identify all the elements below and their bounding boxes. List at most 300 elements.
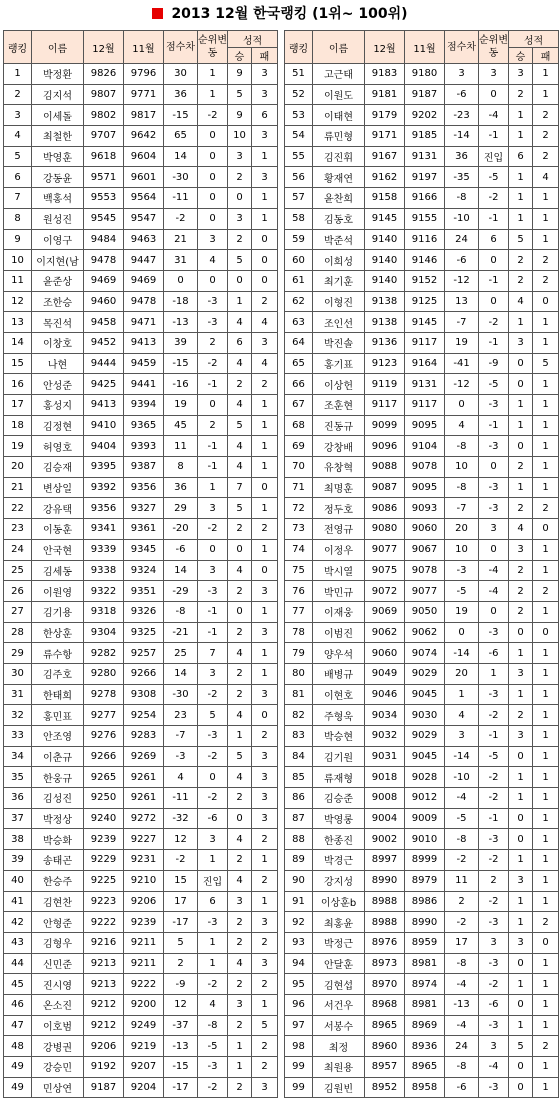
cell-loss: 3 <box>252 808 278 829</box>
cell-loss: 1 <box>533 850 559 871</box>
cell-score-diff: 8 <box>164 457 198 478</box>
cell-score-diff: -8 <box>445 829 479 850</box>
cell-name: 이창호 <box>32 332 84 353</box>
cell-name: 박준석 <box>313 229 365 250</box>
cell-loss: 1 <box>252 994 278 1015</box>
cell-december: 8960 <box>365 1036 405 1057</box>
cell-name: 강유택 <box>32 498 84 519</box>
cell-win: 1 <box>228 1057 252 1078</box>
cell-win: 5 <box>228 250 252 271</box>
cell-rank: 75 <box>285 560 313 581</box>
table-row <box>4 519 278 540</box>
cell-rank-change: 3 <box>479 64 509 85</box>
header-record: 성적 <box>228 31 278 48</box>
cell-score-diff: 17 <box>164 891 198 912</box>
cell-rank: 29 <box>4 643 32 664</box>
cell-name: 김원빈 <box>313 1077 365 1098</box>
cell-december: 9140 <box>365 250 405 271</box>
cell-name: 신민준 <box>32 953 84 974</box>
cell-november: 9459 <box>124 353 164 374</box>
cell-loss: 3 <box>252 767 278 788</box>
cell-win: 0 <box>509 994 533 1015</box>
table-row <box>4 477 278 498</box>
cell-win: 1 <box>509 415 533 436</box>
cell-rank: 46 <box>4 994 32 1015</box>
cell-december: 9240 <box>84 808 124 829</box>
cell-win: 2 <box>228 374 252 395</box>
cell-december: 9136 <box>365 332 405 353</box>
cell-loss: 1 <box>533 457 559 478</box>
cell-score-diff: 29 <box>164 498 198 519</box>
cell-december: 9225 <box>84 870 124 891</box>
table-row <box>4 332 278 353</box>
cell-november: 8986 <box>405 891 445 912</box>
cell-december: 9469 <box>84 270 124 291</box>
cell-november: 8965 <box>405 1057 445 1078</box>
cell-name: 홍성지 <box>32 395 84 416</box>
cell-rank: 86 <box>285 788 313 809</box>
cell-rank: 76 <box>285 581 313 602</box>
cell-score-diff: 4 <box>445 705 479 726</box>
cell-win: 2 <box>509 705 533 726</box>
table-row <box>285 932 559 953</box>
cell-rank: 96 <box>285 994 313 1015</box>
cell-rank: 32 <box>4 705 32 726</box>
cell-loss: 0 <box>252 560 278 581</box>
cell-november: 9478 <box>124 291 164 312</box>
cell-rank-change: -3 <box>479 477 509 498</box>
header-rank-change: 순위변동 <box>198 31 228 64</box>
table-row <box>4 643 278 664</box>
cell-december: 9171 <box>365 126 405 147</box>
header-rank: 랭킹 <box>285 31 313 64</box>
cell-rank: 56 <box>285 167 313 188</box>
cell-score-diff: -8 <box>445 477 479 498</box>
cell-november: 9078 <box>405 560 445 581</box>
cell-december: 9278 <box>84 684 124 705</box>
cell-win: 2 <box>228 581 252 602</box>
cell-december: 9031 <box>365 746 405 767</box>
cell-loss: 1 <box>533 829 559 850</box>
cell-name: 김성진 <box>32 788 84 809</box>
cell-win: 3 <box>509 332 533 353</box>
cell-december: 9213 <box>84 974 124 995</box>
cell-name: 이희성 <box>313 250 365 271</box>
cell-loss: 1 <box>252 601 278 622</box>
cell-rank-change: 3 <box>198 229 228 250</box>
page-title <box>0 0 560 26</box>
cell-loss: 1 <box>252 850 278 871</box>
cell-loss: 0 <box>252 250 278 271</box>
cell-win: 0 <box>228 601 252 622</box>
cell-name: 이춘규 <box>32 746 84 767</box>
cell-name: 류민형 <box>313 126 365 147</box>
cell-november: 9050 <box>405 601 445 622</box>
cell-name: 박정환 <box>32 64 84 85</box>
cell-december: 9318 <box>84 601 124 622</box>
cell-win: 2 <box>509 581 533 602</box>
cell-november: 9077 <box>405 581 445 602</box>
cell-name: 김기용 <box>32 601 84 622</box>
cell-december: 9807 <box>84 84 124 105</box>
cell-december: 9049 <box>365 663 405 684</box>
cell-score-diff: -7 <box>445 312 479 333</box>
cell-score-diff: -2 <box>164 208 198 229</box>
cell-rank: 12 <box>4 291 32 312</box>
cell-score-diff: -13 <box>164 312 198 333</box>
cell-name: 김승재 <box>32 457 84 478</box>
cell-december: 8957 <box>365 1057 405 1078</box>
cell-rank: 26 <box>4 581 32 602</box>
cell-november: 9771 <box>124 84 164 105</box>
cell-loss: 1 <box>252 539 278 560</box>
cell-name: 양우석 <box>313 643 365 664</box>
cell-score-diff: -41 <box>445 353 479 374</box>
cell-november: 9365 <box>124 415 164 436</box>
table-row <box>285 808 559 829</box>
cell-score-diff: -11 <box>164 188 198 209</box>
cell-name: 최명훈 <box>313 477 365 498</box>
cell-december: 9444 <box>84 353 124 374</box>
cell-rank-change: -3 <box>198 291 228 312</box>
table-row <box>4 829 278 850</box>
cell-score-diff: 36 <box>164 477 198 498</box>
table-row <box>4 891 278 912</box>
cell-name: 진동규 <box>313 415 365 436</box>
cell-score-diff: 24 <box>445 229 479 250</box>
cell-win: 0 <box>228 270 252 291</box>
cell-november: 9227 <box>124 829 164 850</box>
cell-rank-change: 3 <box>198 560 228 581</box>
header-score-diff: 점수차 <box>164 31 198 64</box>
cell-win: 1 <box>509 767 533 788</box>
cell-november: 9257 <box>124 643 164 664</box>
cell-win: 1 <box>509 1015 533 1036</box>
cell-november: 9078 <box>405 457 445 478</box>
cell-score-diff: -18 <box>164 291 198 312</box>
cell-score-diff: 19 <box>445 332 479 353</box>
cell-score-diff: 4 <box>445 415 479 436</box>
cell-rank: 15 <box>4 353 32 374</box>
cell-loss: 2 <box>533 581 559 602</box>
cell-score-diff: -37 <box>164 1015 198 1036</box>
cell-november: 9547 <box>124 208 164 229</box>
table-row <box>285 1015 559 1036</box>
cell-loss: 0 <box>252 270 278 291</box>
cell-rank: 63 <box>285 312 313 333</box>
cell-win: 2 <box>509 84 533 105</box>
cell-rank-change: 0 <box>198 167 228 188</box>
cell-score-diff: 65 <box>164 126 198 147</box>
cell-rank: 94 <box>285 953 313 974</box>
cell-score-diff: -14 <box>445 643 479 664</box>
table-row <box>285 477 559 498</box>
cell-name: 박정근 <box>313 932 365 953</box>
cell-rank-change: -2 <box>479 891 509 912</box>
cell-november: 9324 <box>124 560 164 581</box>
cell-december: 9452 <box>84 332 124 353</box>
cell-score-diff: 4 <box>164 767 198 788</box>
cell-score-diff: 39 <box>164 332 198 353</box>
cell-december: 9458 <box>84 312 124 333</box>
cell-rank-change: -2 <box>479 788 509 809</box>
cell-loss: 1 <box>533 705 559 726</box>
cell-november: 9266 <box>124 663 164 684</box>
cell-november: 9180 <box>405 64 445 85</box>
cell-november: 9210 <box>124 870 164 891</box>
table-row <box>285 974 559 995</box>
cell-november: 9117 <box>405 332 445 353</box>
cell-score-diff: -12 <box>445 270 479 291</box>
cell-rank-change: -1 <box>479 270 509 291</box>
cell-december: 9216 <box>84 932 124 953</box>
cell-rank: 69 <box>285 436 313 457</box>
cell-loss: 3 <box>252 126 278 147</box>
cell-november: 9125 <box>405 291 445 312</box>
cell-december: 9018 <box>365 767 405 788</box>
cell-win: 4 <box>228 643 252 664</box>
cell-december: 9008 <box>365 788 405 809</box>
cell-rank: 97 <box>285 1015 313 1036</box>
cell-december: 8997 <box>365 850 405 871</box>
cell-loss: 3 <box>252 167 278 188</box>
cell-name: 한상훈 <box>32 622 84 643</box>
cell-win: 0 <box>228 539 252 560</box>
cell-rank-change: -2 <box>479 974 509 995</box>
cell-rank: 62 <box>285 291 313 312</box>
cell-november: 9029 <box>405 663 445 684</box>
cell-rank: 31 <box>4 684 32 705</box>
cell-score-diff: -2 <box>164 850 198 871</box>
cell-december: 9004 <box>365 808 405 829</box>
cell-score-diff: -6 <box>445 84 479 105</box>
cell-score-diff: -2 <box>445 912 479 933</box>
cell-november: 8974 <box>405 974 445 995</box>
cell-name: 온소진 <box>32 994 84 1015</box>
cell-december: 9080 <box>365 519 405 540</box>
cell-rank: 78 <box>285 622 313 643</box>
table-row <box>285 953 559 974</box>
cell-win: 0 <box>509 829 533 850</box>
cell-december: 9618 <box>84 146 124 167</box>
cell-rank-change: 2 <box>198 332 228 353</box>
cell-loss: 0 <box>533 932 559 953</box>
cell-november: 9152 <box>405 270 445 291</box>
cell-name: 안조영 <box>32 726 84 747</box>
header-december: 12월 <box>84 31 124 64</box>
cell-rank-change: 1 <box>198 84 228 105</box>
cell-rank-change: -2 <box>479 850 509 871</box>
table-row <box>4 250 278 271</box>
table-row <box>4 188 278 209</box>
cell-score-diff: 10 <box>445 539 479 560</box>
table-row <box>285 250 559 271</box>
cell-december: 9187 <box>84 1077 124 1098</box>
cell-rank: 55 <box>285 146 313 167</box>
cell-november: 9185 <box>405 126 445 147</box>
table-row <box>4 663 278 684</box>
table-row <box>285 167 559 188</box>
cell-rank: 68 <box>285 415 313 436</box>
table-row <box>285 622 559 643</box>
cell-rank-change: 0 <box>198 188 228 209</box>
cell-november: 9796 <box>124 64 164 85</box>
cell-november: 9239 <box>124 912 164 933</box>
cell-november: 9254 <box>124 705 164 726</box>
cell-december: 9088 <box>365 457 405 478</box>
cell-name: 강지성 <box>313 870 365 891</box>
cell-rank-change: -3 <box>479 622 509 643</box>
table-row <box>285 291 559 312</box>
cell-rank: 17 <box>4 395 32 416</box>
table-row <box>285 208 559 229</box>
cell-december: 9356 <box>84 498 124 519</box>
cell-december: 9145 <box>365 208 405 229</box>
cell-november: 9231 <box>124 850 164 871</box>
cell-loss: 1 <box>252 146 278 167</box>
cell-name: 원성진 <box>32 208 84 229</box>
cell-loss: 1 <box>252 643 278 664</box>
cell-november: 8979 <box>405 870 445 891</box>
cell-december: 9484 <box>84 229 124 250</box>
table-row <box>285 498 559 519</box>
cell-name: 김동호 <box>313 208 365 229</box>
cell-score-diff: -4 <box>445 788 479 809</box>
cell-score-diff: 12 <box>164 829 198 850</box>
cell-name: 이세돌 <box>32 105 84 126</box>
cell-rank: 65 <box>285 353 313 374</box>
cell-december: 9277 <box>84 705 124 726</box>
table-row <box>285 643 559 664</box>
cell-december: 8990 <box>365 870 405 891</box>
cell-rank: 14 <box>4 332 32 353</box>
cell-rank: 45 <box>4 974 32 995</box>
cell-rank-change: 5 <box>198 705 228 726</box>
cell-rank: 99 <box>285 1057 313 1078</box>
cell-rank: 91 <box>285 891 313 912</box>
cell-name: 이원도 <box>313 84 365 105</box>
cell-name: 이형진 <box>313 291 365 312</box>
cell-rank-change: -2 <box>198 684 228 705</box>
table-row <box>285 560 559 581</box>
cell-name: 송태곤 <box>32 850 84 871</box>
cell-november: 9012 <box>405 788 445 809</box>
cell-win: 9 <box>228 64 252 85</box>
table-row <box>285 415 559 436</box>
cell-rank: 42 <box>4 912 32 933</box>
cell-november: 8990 <box>405 912 445 933</box>
table-row <box>285 519 559 540</box>
cell-rank-change: -3 <box>479 498 509 519</box>
cell-rank-change: -3 <box>479 829 509 850</box>
table-row <box>285 374 559 395</box>
cell-win: 1 <box>509 643 533 664</box>
cell-win: 2 <box>228 684 252 705</box>
cell-score-diff: -8 <box>445 1057 479 1078</box>
cell-score-diff: -6 <box>445 250 479 271</box>
cell-loss: 0 <box>252 705 278 726</box>
cell-rank: 53 <box>285 105 313 126</box>
cell-rank-change: -2 <box>479 312 509 333</box>
cell-rank: 39 <box>4 850 32 871</box>
cell-rank: 84 <box>285 746 313 767</box>
cell-november: 9164 <box>405 353 445 374</box>
cell-score-diff: -2 <box>445 850 479 871</box>
cell-rank-change: 3 <box>198 829 228 850</box>
cell-rank: 51 <box>285 64 313 85</box>
cell-december: 9276 <box>84 726 124 747</box>
cell-rank: 25 <box>4 560 32 581</box>
cell-rank: 2 <box>4 84 32 105</box>
cell-rank-change: -3 <box>479 953 509 974</box>
cell-loss: 0 <box>533 622 559 643</box>
cell-december: 9410 <box>84 415 124 436</box>
cell-name: 이동훈 <box>32 519 84 540</box>
table-row <box>4 415 278 436</box>
cell-december: 9181 <box>365 84 405 105</box>
cell-loss: 1 <box>533 788 559 809</box>
cell-rank: 49 <box>4 1057 32 1078</box>
table-row <box>285 436 559 457</box>
cell-name: 김진휘 <box>313 146 365 167</box>
cell-rank-change: 0 <box>479 84 509 105</box>
table-row <box>285 395 559 416</box>
cell-november: 9074 <box>405 643 445 664</box>
cell-loss: 1 <box>533 229 559 250</box>
cell-name: 박시열 <box>313 560 365 581</box>
cell-november: 9117 <box>405 395 445 416</box>
cell-rank-change: -1 <box>198 374 228 395</box>
cell-rank-change: -3 <box>479 395 509 416</box>
cell-win: 1 <box>509 788 533 809</box>
cell-december: 9072 <box>365 581 405 602</box>
table-row <box>4 498 278 519</box>
table-row <box>4 436 278 457</box>
header-loss: 패 <box>252 48 278 64</box>
cell-loss: 1 <box>533 726 559 747</box>
table-row <box>285 1036 559 1057</box>
cell-november: 9095 <box>405 477 445 498</box>
table-row <box>285 850 559 871</box>
cell-win: 2 <box>509 270 533 291</box>
table-row <box>285 746 559 767</box>
cell-loss: 3 <box>252 912 278 933</box>
cell-win: 4 <box>228 312 252 333</box>
cell-score-diff: -8 <box>445 953 479 974</box>
cell-loss: 1 <box>533 395 559 416</box>
header-rank-change: 순위변동 <box>479 31 509 64</box>
cell-november: 9642 <box>124 126 164 147</box>
cell-rank-change: -2 <box>479 188 509 209</box>
cell-december: 9478 <box>84 250 124 271</box>
cell-score-diff: -15 <box>164 353 198 374</box>
cell-name: 조인선 <box>313 312 365 333</box>
cell-november: 9283 <box>124 726 164 747</box>
cell-name: 고근태 <box>313 64 365 85</box>
cell-win: 3 <box>228 891 252 912</box>
cell-win: 1 <box>509 891 533 912</box>
cell-name: 안성준 <box>32 374 84 395</box>
cell-december: 9183 <box>365 64 405 85</box>
cell-december: 9213 <box>84 953 124 974</box>
cell-rank-change: 6 <box>479 229 509 250</box>
cell-december: 9223 <box>84 891 124 912</box>
table-row <box>285 64 559 85</box>
cell-name: 박승화 <box>32 829 84 850</box>
cell-win: 3 <box>509 539 533 560</box>
cell-win: 4 <box>228 953 252 974</box>
cell-rank-change: 0 <box>198 539 228 560</box>
